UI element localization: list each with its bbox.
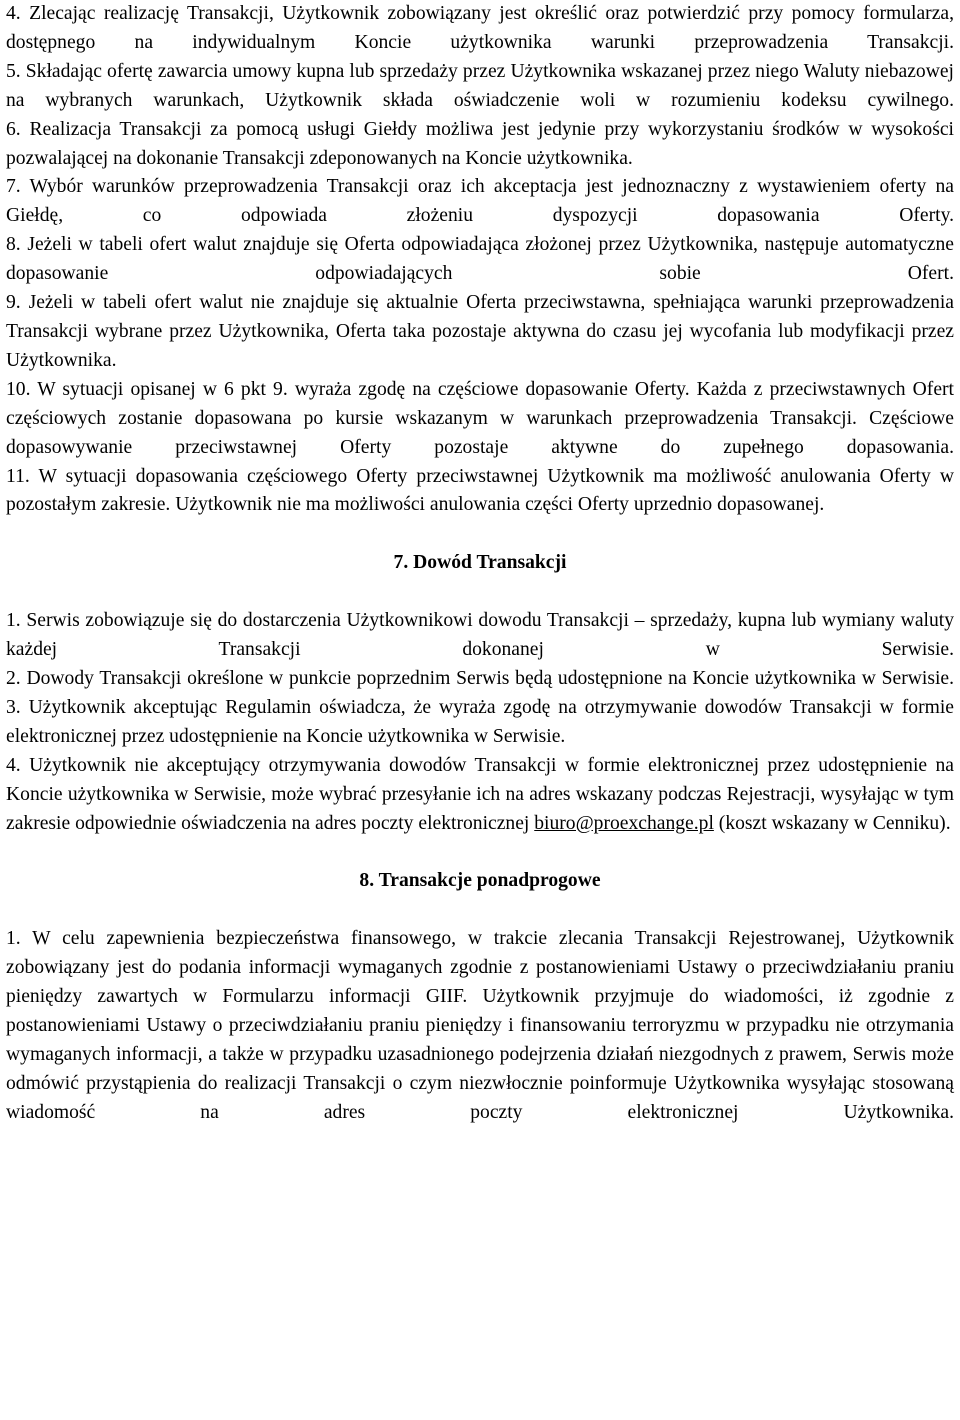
paragraph-item-7: 7. Wybór warunków przeprowadzenia Transakcji oraz ich akceptacja jest jednoznaczny z wystawieniem oferty na Giełdę, co odpowiada złożeniu dyspozycji dopasowania Oferty. <box>6 176 954 227</box>
section-heading-7: 7. Dowód Transakcji <box>393 552 567 574</box>
email-link[interactable]: biuro@proexchange.pl <box>534 812 714 834</box>
section8-paragraph-1: 1. W celu zapewnienia bezpieczeństwa finansowego, w trakcie zlecania Transakcji Rejestrowanej, Użytkownik zobowiązany jest do podania informacji wymaganych zgodnie z postanowieniami Ustawy o przeciwdziałaniu praniu pieniędzy zawartych w Formularzu informacji GIIF. Użytkownik przyjmuje do wiadomości, iż zgodnie z postanowieniami Ustawy o przeciwdziałaniu praniu pieniędzy i finansowaniu terroryzmu w przypadku nie otrzymania wymaganych informacji, a także w przypadku uzasadnionego podejrzenia działań niezgodnych z prawem, Serwis może odmówić przystąpienia do realizacji Transakcji o czym niezwłocznie poinformuje Użytkownika wysyłając stosowaną wiadomość na adres poczty elektronicznej Użytkownika. <box>6 928 954 1123</box>
paragraph-item-5: 5. Składając ofertę zawarcia umowy kupna lub sprzedaży przez Użytkownika wskazanej przez niego Waluty niebazowej na wybranych warunkach, Użytkownik składa oświadczenie woli w rozumieniu kodeksu cywilnego. <box>6 60 954 111</box>
paragraph-item-10: 10. W sytuacji opisanej w 6 pkt 9. wyraża zgodę na częściowe dopasowanie Oferty. Każda z przeciwstawnych Ofert częściowych zostanie dopasowana po kursie wskazanym w warunkach przeprowadzenia Transakcji. Częściowe dopasowywanie przeciwstawnej Oferty pozostaje aktywne do zupełnego dopasowania. <box>6 378 954 458</box>
paragraph-item-6: 6. Realizacja Transakcji za pomocą usługi Giełdy możliwa jest jedynie przy wykorzystaniu środków w wysokości pozwalającej na dokonanie Transakcji zdeponowanych na Koncie użytkownika. <box>6 118 954 169</box>
paragraph-block <box>6 0 954 520</box>
section7-paragraph-1: 1. Serwis zobowiązuje się do dostarczenia Użytkownikowi dowodu Transakcji – sprzedaży, kupna lub wymiany waluty każdej Transakcji dokonanej w Serwisie. <box>6 610 954 661</box>
paragraph-item-8: 8. Jeżeli w tabeli ofert walut znajduje się Oferta odpowiadająca złożonej przez Użytkownika, następuje automatyczne dopasowanie odpowiadających sobie Ofert. <box>6 234 954 285</box>
paragraph-item-11: 11. W sytuacji dopasowania częściowego Oferty przeciwstawnej Użytkownik ma możliwość anulowania Oferty w pozostałym zakresie. Użytkownik nie ma możliwości anulowania części Oferty uprzednio dopasowanej. <box>6 465 954 516</box>
section7-paragraph-3: 3. Użytkownik akceptując Regulamin oświadcza, że wyraża zgodę na otrzymywanie dowodów Transakcji w formie elektronicznej przez udostępnienie na Koncie użytkownika w Serwisie. <box>6 696 954 747</box>
paragraph-item-9: 9. Jeżeli w tabeli ofert walut nie znajduje się aktualnie Oferta przeciwstawna, spełniająca warunki przeprowadzenia Transakcji wybrane przez Użytkownika, Oferta taka pozostaje aktywna do czasu jej wycofania lub modyfikacji przez Użytkownika. <box>6 292 954 371</box>
section7-paragraph-4 <box>6 752 954 839</box>
paragraph-item-4: 4. Zlecając realizację Transakcji, Użytkownik zobowiązany jest określić oraz potwierdzić przy pomocy formularza, dostępnego na indywidualnym Koncie użytkownika warunki przeprowadzenia Transakcji. <box>6 3 954 53</box>
section7-paragraph-2: 2. Dowody Transakcji określone w punkcie poprzednim Serwis będą udostępnione na Koncie użytkownika w Serwisie. <box>6 668 954 690</box>
section-heading-8: 8. Transakcje ponadprogowe <box>359 870 601 892</box>
section7-paragraph-4-tail: (koszt wskazany w Cenniku). <box>713 812 951 834</box>
section-8-body <box>6 925 954 1127</box>
document-page <box>6 0 954 1128</box>
section7-paragraph-4-text: 4. Użytkownik nie akceptujący otrzymywania dowodów Transakcji w formie elektronicznej przez udostępnienie na Koncie użytkownika w Serwisie, może wybrać przesyłanie ich na adres wskazany podczas Rejestracji, wysyłając w tym zakresie odpowiednie oświadczenia na adres poczty elektronicznej <box>6 754 954 834</box>
section-7-body <box>6 607 954 838</box>
